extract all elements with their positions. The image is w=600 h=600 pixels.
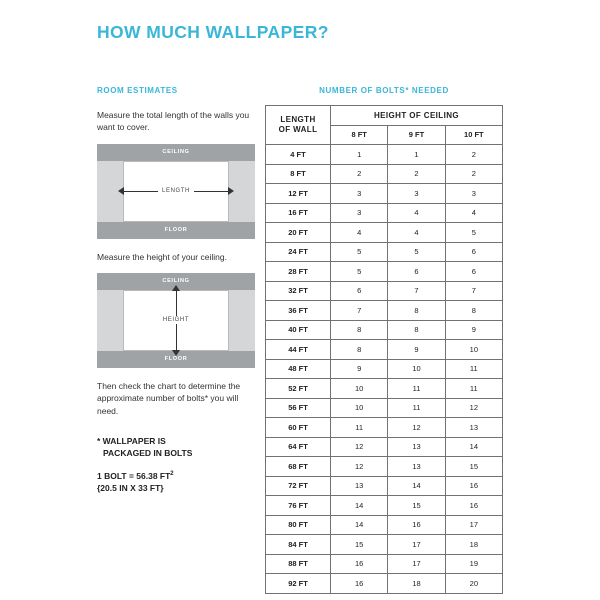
cell-8ft: 8 (331, 340, 388, 360)
row-wall-length: 8 FT (266, 164, 331, 184)
header-col-8ft: 8 FT (331, 125, 388, 145)
bolts-table (265, 105, 503, 594)
cell-8ft: 10 (331, 379, 388, 399)
ceiling-label: CEILING (162, 149, 190, 156)
cell-10ft: 2 (445, 164, 502, 184)
cell-9ft: 12 (388, 418, 445, 438)
cell-9ft: 17 (388, 535, 445, 555)
table-row (266, 203, 503, 223)
diagram-ceiling-band (97, 144, 255, 161)
row-wall-length: 36 FT (266, 301, 331, 321)
cell-10ft: 6 (445, 262, 502, 282)
cell-9ft: 10 (388, 359, 445, 379)
table-row (266, 301, 503, 321)
cell-10ft: 7 (445, 281, 502, 301)
cell-9ft: 4 (388, 203, 445, 223)
row-wall-length: 60 FT (266, 418, 331, 438)
table-header-row-1 (266, 106, 503, 126)
cell-8ft: 12 (331, 457, 388, 477)
cell-10ft: 2 (445, 145, 502, 165)
row-wall-length: 80 FT (266, 515, 331, 535)
row-wall-length: 64 FT (266, 437, 331, 457)
bolt-footnote-line1: * WALLPAPER IS (97, 435, 166, 446)
ceiling-label: CEILING (162, 278, 190, 285)
table-row (266, 164, 503, 184)
page-title: HOW MUCH WALLPAPER? (97, 22, 329, 42)
cell-10ft: 11 (445, 359, 502, 379)
cell-10ft: 15 (445, 457, 502, 477)
cell-9ft: 2 (388, 164, 445, 184)
cell-9ft: 14 (388, 476, 445, 496)
cell-9ft: 8 (388, 301, 445, 321)
cell-10ft: 16 (445, 476, 502, 496)
row-wall-length: 4 FT (266, 145, 331, 165)
cell-8ft: 16 (331, 554, 388, 574)
floor-label: FLOOR (164, 227, 188, 234)
cell-9ft: 5 (388, 242, 445, 262)
cell-10ft: 17 (445, 515, 502, 535)
table-row (266, 476, 503, 496)
row-wall-length: 32 FT (266, 281, 331, 301)
table-row (266, 379, 503, 399)
header-length-line1: LENGTH (280, 115, 316, 124)
cell-8ft: 14 (331, 515, 388, 535)
cell-8ft: 5 (331, 242, 388, 262)
table-row (266, 535, 503, 555)
table-row (266, 281, 503, 301)
room-estimates-column (97, 86, 255, 494)
bolts-table-body (266, 145, 503, 594)
cell-9ft: 8 (388, 320, 445, 340)
cell-9ft: 1 (388, 145, 445, 165)
floor-label: FLOOR (164, 356, 188, 363)
row-wall-length: 92 FT (266, 574, 331, 594)
cell-10ft: 19 (445, 554, 502, 574)
table-row (266, 145, 503, 165)
table-row (266, 437, 503, 457)
cell-10ft: 9 (445, 320, 502, 340)
cell-9ft: 9 (388, 340, 445, 360)
table-row (266, 242, 503, 262)
cell-8ft: 3 (331, 203, 388, 223)
cell-8ft: 5 (331, 262, 388, 282)
row-wall-length: 88 FT (266, 554, 331, 574)
table-row (266, 262, 503, 282)
table-row (266, 554, 503, 574)
table-row (266, 574, 503, 594)
cell-9ft: 16 (388, 515, 445, 535)
cell-8ft: 15 (331, 535, 388, 555)
cell-10ft: 14 (445, 437, 502, 457)
cell-9ft: 11 (388, 398, 445, 418)
instruction-measure-height: Measure the height of your ceiling. (97, 251, 227, 262)
table-row (266, 515, 503, 535)
cell-8ft: 16 (331, 574, 388, 594)
cell-9ft: 7 (388, 281, 445, 301)
arrow-down-icon (172, 350, 180, 356)
table-row (266, 184, 503, 204)
row-wall-length: 24 FT (266, 242, 331, 262)
bolts-table-column (265, 86, 503, 594)
table-row (266, 340, 503, 360)
cell-10ft: 3 (445, 184, 502, 204)
row-wall-length: 52 FT (266, 379, 331, 399)
header-length-of-wall (266, 106, 331, 145)
row-wall-length: 48 FT (266, 359, 331, 379)
table-row (266, 359, 503, 379)
cell-10ft: 20 (445, 574, 502, 594)
cell-10ft: 18 (445, 535, 502, 555)
row-wall-length: 40 FT (266, 320, 331, 340)
header-height-of-ceiling: HEIGHT OF CEILING (331, 106, 503, 126)
cell-9ft: 17 (388, 554, 445, 574)
cell-9ft: 13 (388, 457, 445, 477)
cell-8ft: 4 (331, 223, 388, 243)
cell-10ft: 10 (445, 340, 502, 360)
header-col-10ft: 10 FT (445, 125, 502, 145)
table-row (266, 457, 503, 477)
cell-10ft: 13 (445, 418, 502, 438)
cell-10ft: 12 (445, 398, 502, 418)
row-wall-length: 16 FT (266, 203, 331, 223)
cell-9ft: 18 (388, 574, 445, 594)
room-estimates-heading: ROOM ESTIMATES (97, 86, 178, 95)
cell-9ft: 3 (388, 184, 445, 204)
cell-8ft: 8 (331, 320, 388, 340)
bolts-table-header (266, 106, 503, 145)
cell-8ft: 7 (331, 301, 388, 321)
cell-10ft: 5 (445, 223, 502, 243)
row-wall-length: 84 FT (266, 535, 331, 555)
table-row (266, 418, 503, 438)
row-wall-length: 76 FT (266, 496, 331, 516)
arrow-up-icon (172, 285, 180, 291)
cell-8ft: 14 (331, 496, 388, 516)
room-length-diagram (97, 144, 255, 239)
diagram-floor-band (97, 222, 255, 239)
row-wall-length: 44 FT (266, 340, 331, 360)
cell-8ft: 6 (331, 281, 388, 301)
bolt-size-superscript: 2 (170, 470, 174, 477)
cell-9ft: 15 (388, 496, 445, 516)
row-wall-length: 72 FT (266, 476, 331, 496)
header-length-line2: OF WALL (278, 125, 318, 134)
cell-8ft: 11 (331, 418, 388, 438)
cell-9ft: 11 (388, 379, 445, 399)
cell-8ft: 1 (331, 145, 388, 165)
cell-8ft: 13 (331, 476, 388, 496)
bolt-footnote (97, 435, 255, 460)
table-row (266, 398, 503, 418)
cell-8ft: 3 (331, 184, 388, 204)
cell-10ft: 8 (445, 301, 502, 321)
row-wall-length: 56 FT (266, 398, 331, 418)
cell-8ft: 12 (331, 437, 388, 457)
cell-10ft: 4 (445, 203, 502, 223)
arrow-left-icon (118, 187, 124, 195)
bolt-footnote-line2: PACKAGED IN BOLTS (103, 448, 193, 459)
ceiling-height-diagram (97, 273, 255, 368)
bolts-table-heading: NUMBER OF BOLTS* NEEDED (319, 86, 449, 95)
length-label: LENGTH (158, 187, 194, 195)
cell-9ft: 4 (388, 223, 445, 243)
height-label: HEIGHT (159, 316, 193, 324)
cell-10ft: 11 (445, 379, 502, 399)
arrow-right-icon (228, 187, 234, 195)
cell-8ft: 9 (331, 359, 388, 379)
row-wall-length: 28 FT (266, 262, 331, 282)
instruction-measure-length: Measure the total length of the walls you want to cover. (97, 110, 250, 133)
row-wall-length: 68 FT (266, 457, 331, 477)
cell-9ft: 13 (388, 437, 445, 457)
cell-10ft: 16 (445, 496, 502, 516)
cell-10ft: 6 (445, 242, 502, 262)
cell-8ft: 2 (331, 164, 388, 184)
instruction-check-chart: Then check the chart to determine the approximate number of bolts* you will need. (97, 380, 241, 416)
bolt-size-note (97, 470, 255, 495)
bolt-size-area: 1 BOLT = 56.38 FT (97, 470, 171, 481)
header-col-9ft: 9 FT (388, 125, 445, 145)
table-row (266, 320, 503, 340)
table-row (266, 223, 503, 243)
bolt-size-dimensions: {20.5 IN X 33 FT} (97, 482, 164, 493)
row-wall-length: 20 FT (266, 223, 331, 243)
cell-8ft: 10 (331, 398, 388, 418)
table-row (266, 496, 503, 516)
cell-9ft: 6 (388, 262, 445, 282)
row-wall-length: 12 FT (266, 184, 331, 204)
